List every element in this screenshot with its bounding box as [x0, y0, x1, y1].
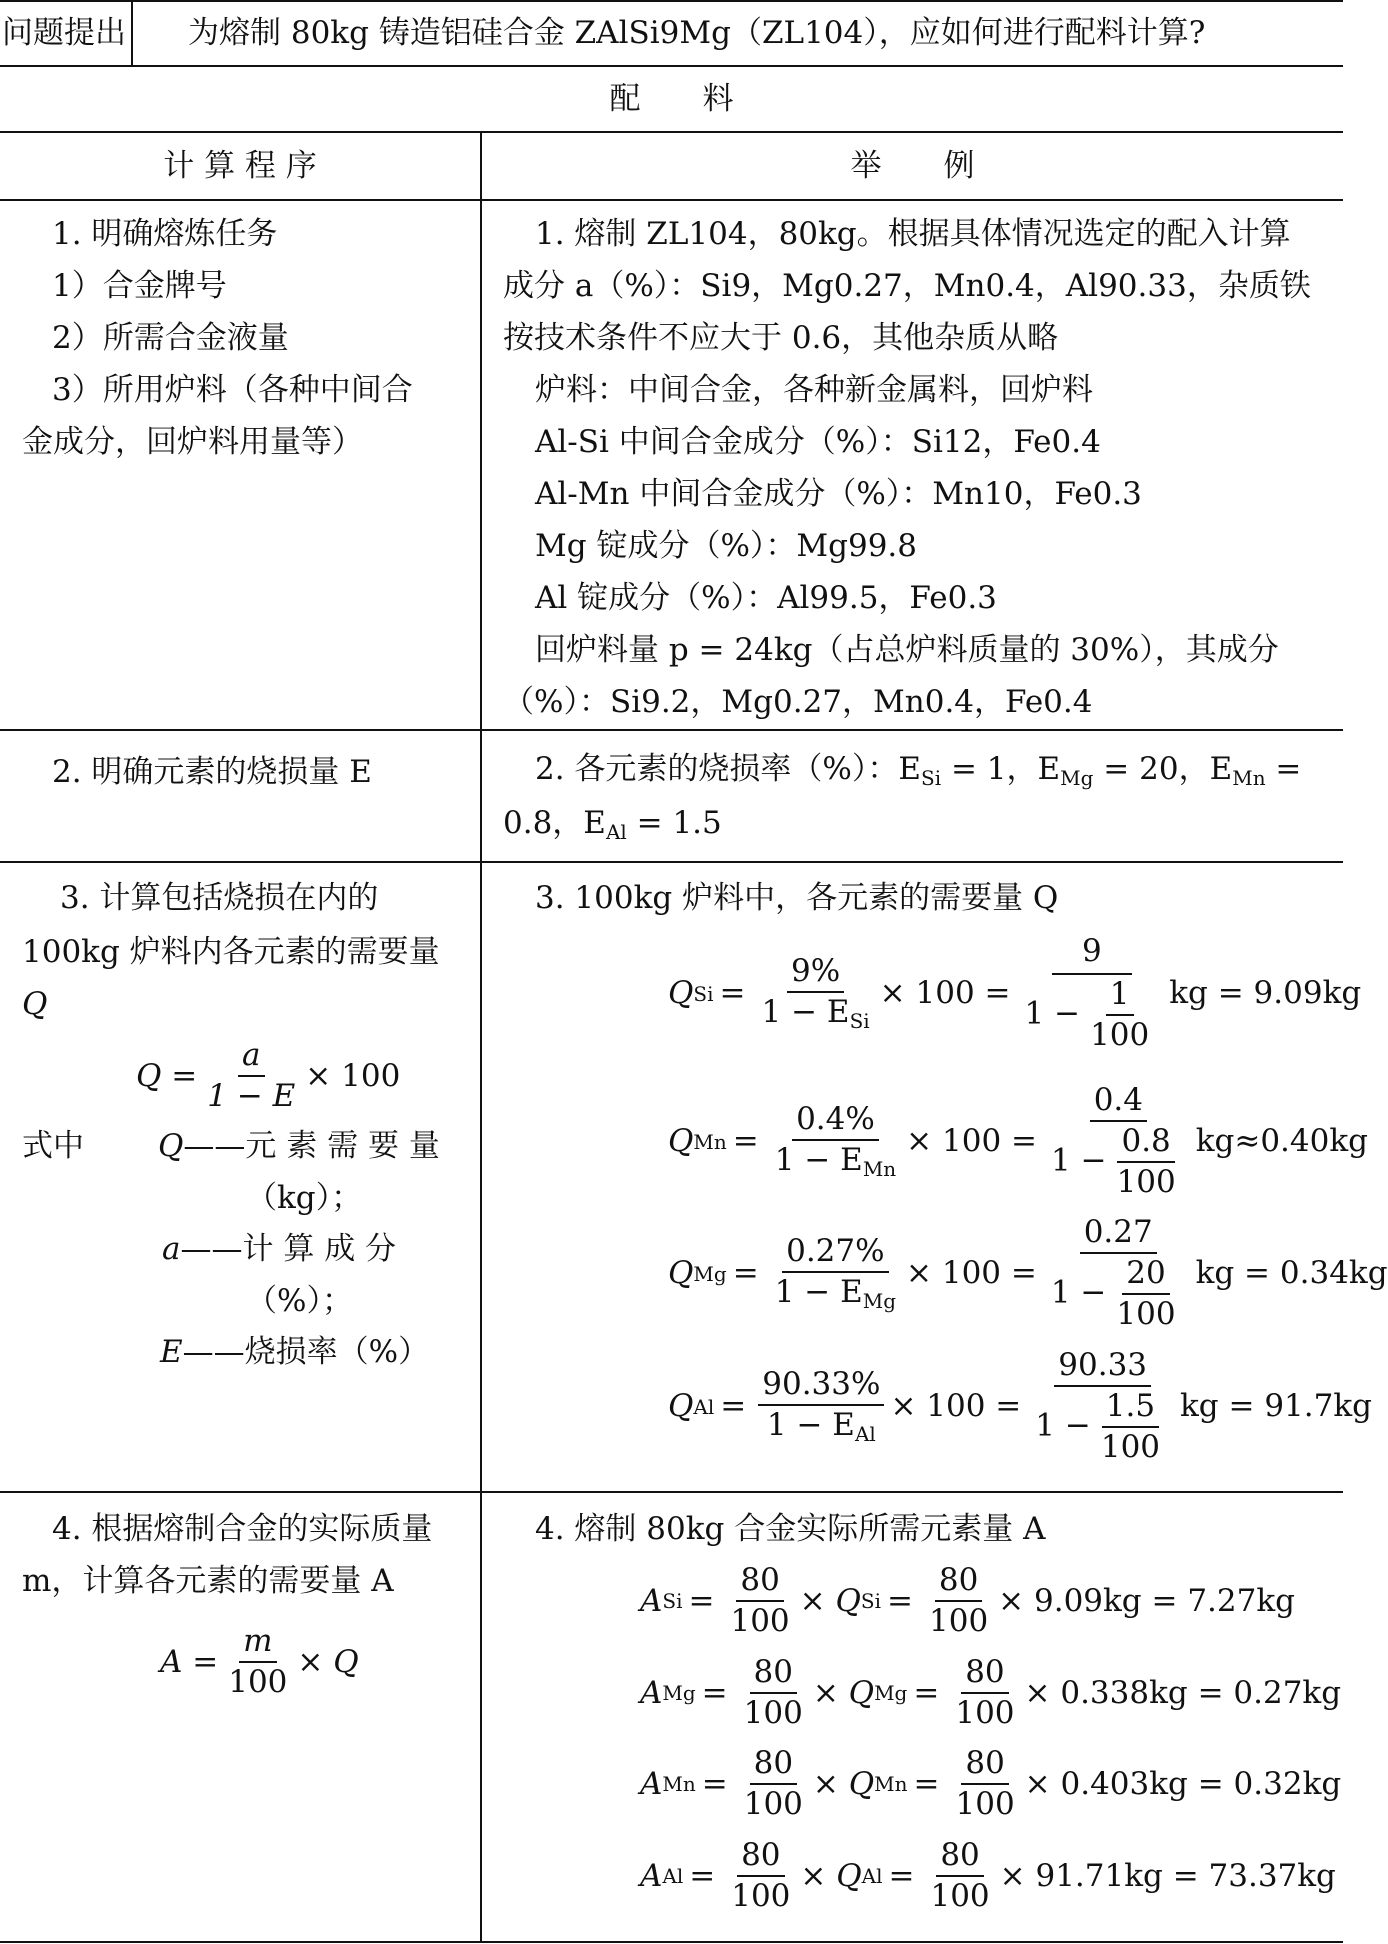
- procedure-step-3: 3. 计算包括烧损在内的: [60, 880, 379, 916]
- equation-q-al: Q Al = $\frac{90.33\%}{1 - E_{Al}}$ × 100 = 90.33 1 − $\frac{1.5}{100}$ kg = 91.7kg: [668, 1347, 1372, 1465]
- definition-q-unit: （kg）；: [246, 1180, 363, 1216]
- table-rule: [0, 1491, 1343, 1493]
- column-header-example: 举 例: [850, 148, 975, 184]
- formula-q: Q = $\frac{a}{1 - E}$ × 100: [136, 1037, 401, 1114]
- question-text: 为熔制 80kg 铸造铝硅合金 ZAlSi9Mg（ZL104），应如何进行配料计算?: [188, 15, 1206, 51]
- example-1-line: Mg 锭成分（%）：Mg99.8: [535, 528, 918, 564]
- example-1-line: 按技术条件不应大于 0.6，其他杂质从略: [503, 320, 1059, 356]
- table-rule: [0, 131, 1343, 133]
- equation-a-al: A Al = $\frac{80}{100}$ × Q Al = $\frac{80}{100}$ × 91.71kg = 73.37kg: [640, 1837, 1336, 1914]
- table-rule: [0, 1941, 1343, 1943]
- table-rule: [0, 729, 1343, 731]
- example-1-line: Al 锭成分（%）：Al99.5，Fe0.3: [535, 580, 997, 616]
- procedure-step-4: 4. 根据熔制合金的实际质量: [52, 1511, 433, 1547]
- table-rule: [480, 131, 482, 1943]
- procedure-step-1-item: 1）合金牌号: [52, 268, 227, 304]
- table-rule: [0, 65, 1343, 67]
- equation-q-mg: Q Mg = $\frac{0.27\%}{1 - E_{Mg}}$ × 100 = 0.27 1 − $\frac{20}{100}$ kg = 0.34kg: [668, 1214, 1388, 1332]
- example-2-line: 0.8，$E_{Al} = 1.5$: [503, 805, 722, 844]
- procedure-step-1-item: 金成分，回炉料用量等）: [22, 424, 363, 460]
- example-1-line: Al-Mn 中间合金成分（%）：Mn10，Fe0.3: [535, 476, 1142, 512]
- table-rule: [131, 0, 133, 66]
- example-1-line: 回炉料量 p = 24kg（占总炉料质量的 30%），其成分: [535, 632, 1279, 668]
- procedure-step-2: 2. 明确元素的烧损量 E: [52, 754, 372, 790]
- definition-e: E——烧损率（%）: [160, 1334, 430, 1370]
- procedure-step-1: 1. 明确熔炼任务: [52, 216, 278, 252]
- procedure-step-1-item: 2）所需合金液量: [52, 320, 289, 356]
- example-2-line: 2. 各元素的烧损率（%）：$E_{Si} = 1$，$E_{Mg} = 20$，$E_{Mn}$ =: [535, 751, 1302, 790]
- example-4-title: 4. 熔制 80kg 合金实际所需元素量 A: [535, 1511, 1046, 1547]
- section-title: 配 料: [609, 81, 734, 117]
- equation-q-si: Q Si = $\frac{9\%}{1 - E_{Si}}$ × 100 = 9 1 − $\frac{1}{100}$ kg = 9.09kg: [668, 933, 1362, 1053]
- procedure-step-3: Q: [22, 986, 48, 1022]
- table-rule: [0, 0, 1343, 2]
- example-1-line: （%）：Si9.2，Mg0.27，Mn0.4，Fe0.4: [503, 684, 1093, 720]
- example-1-line: 1. 熔制 ZL104，80kg。根据具体情况选定的配入计算: [535, 216, 1291, 252]
- procedure-step-3: 100kg 炉料内各元素的需要量: [22, 934, 440, 970]
- formula-a: A = $\frac{m}{100}$ × Q: [160, 1623, 359, 1700]
- table-rule: [0, 199, 1343, 201]
- question-label: 问题提出: [2, 15, 126, 51]
- procedure-step-1-item: 3）所用炉料（各种中间合: [52, 372, 413, 408]
- equation-q-mn: Q Mn = $\frac{0.4\%}{1 - E_{Mn}}$ × 100 = 0.4 1 − $\frac{0.8}{100}$ kg≈0.40kg: [668, 1082, 1368, 1200]
- example-1-line: 炉料：中间合金，各种新金属料，回炉料: [535, 372, 1093, 408]
- procedure-step-4: m，计算各元素的需要量 A: [22, 1563, 394, 1599]
- where-label: 式中: [22, 1128, 84, 1164]
- equation-a-mn: A Mn = $\frac{80}{100}$ × Q Mn = $\frac{80}{100}$ × 0.403kg = 0.32kg: [640, 1745, 1342, 1822]
- table-rule: [0, 861, 1343, 863]
- definition-a-unit: （%）；: [246, 1283, 353, 1319]
- definition-a: a——计 算 成 分: [162, 1231, 397, 1267]
- equation-a-si: A Si = $\frac{80}{100}$ × Q Si = $\frac{80}{100}$ × 9.09kg = 7.27kg: [640, 1562, 1295, 1639]
- definition-q: Q——元 素 需 要 量: [158, 1128, 440, 1164]
- example-1-line: 成分 a（%）：Si9，Mg0.27，Mn0.4，Al90.33，杂质铁: [503, 268, 1311, 304]
- equation-a-mg: A Mg = $\frac{80}{100}$ × Q Mg = $\frac{80}{100}$ × 0.338kg = 0.27kg: [640, 1654, 1342, 1731]
- example-3-title: 3. 100kg 炉料中，各元素的需要量 Q: [535, 880, 1059, 916]
- example-1-line: Al-Si 中间合金成分（%）：Si12，Fe0.4: [535, 424, 1101, 460]
- column-header-procedure: 计 算 程 序: [163, 148, 317, 184]
